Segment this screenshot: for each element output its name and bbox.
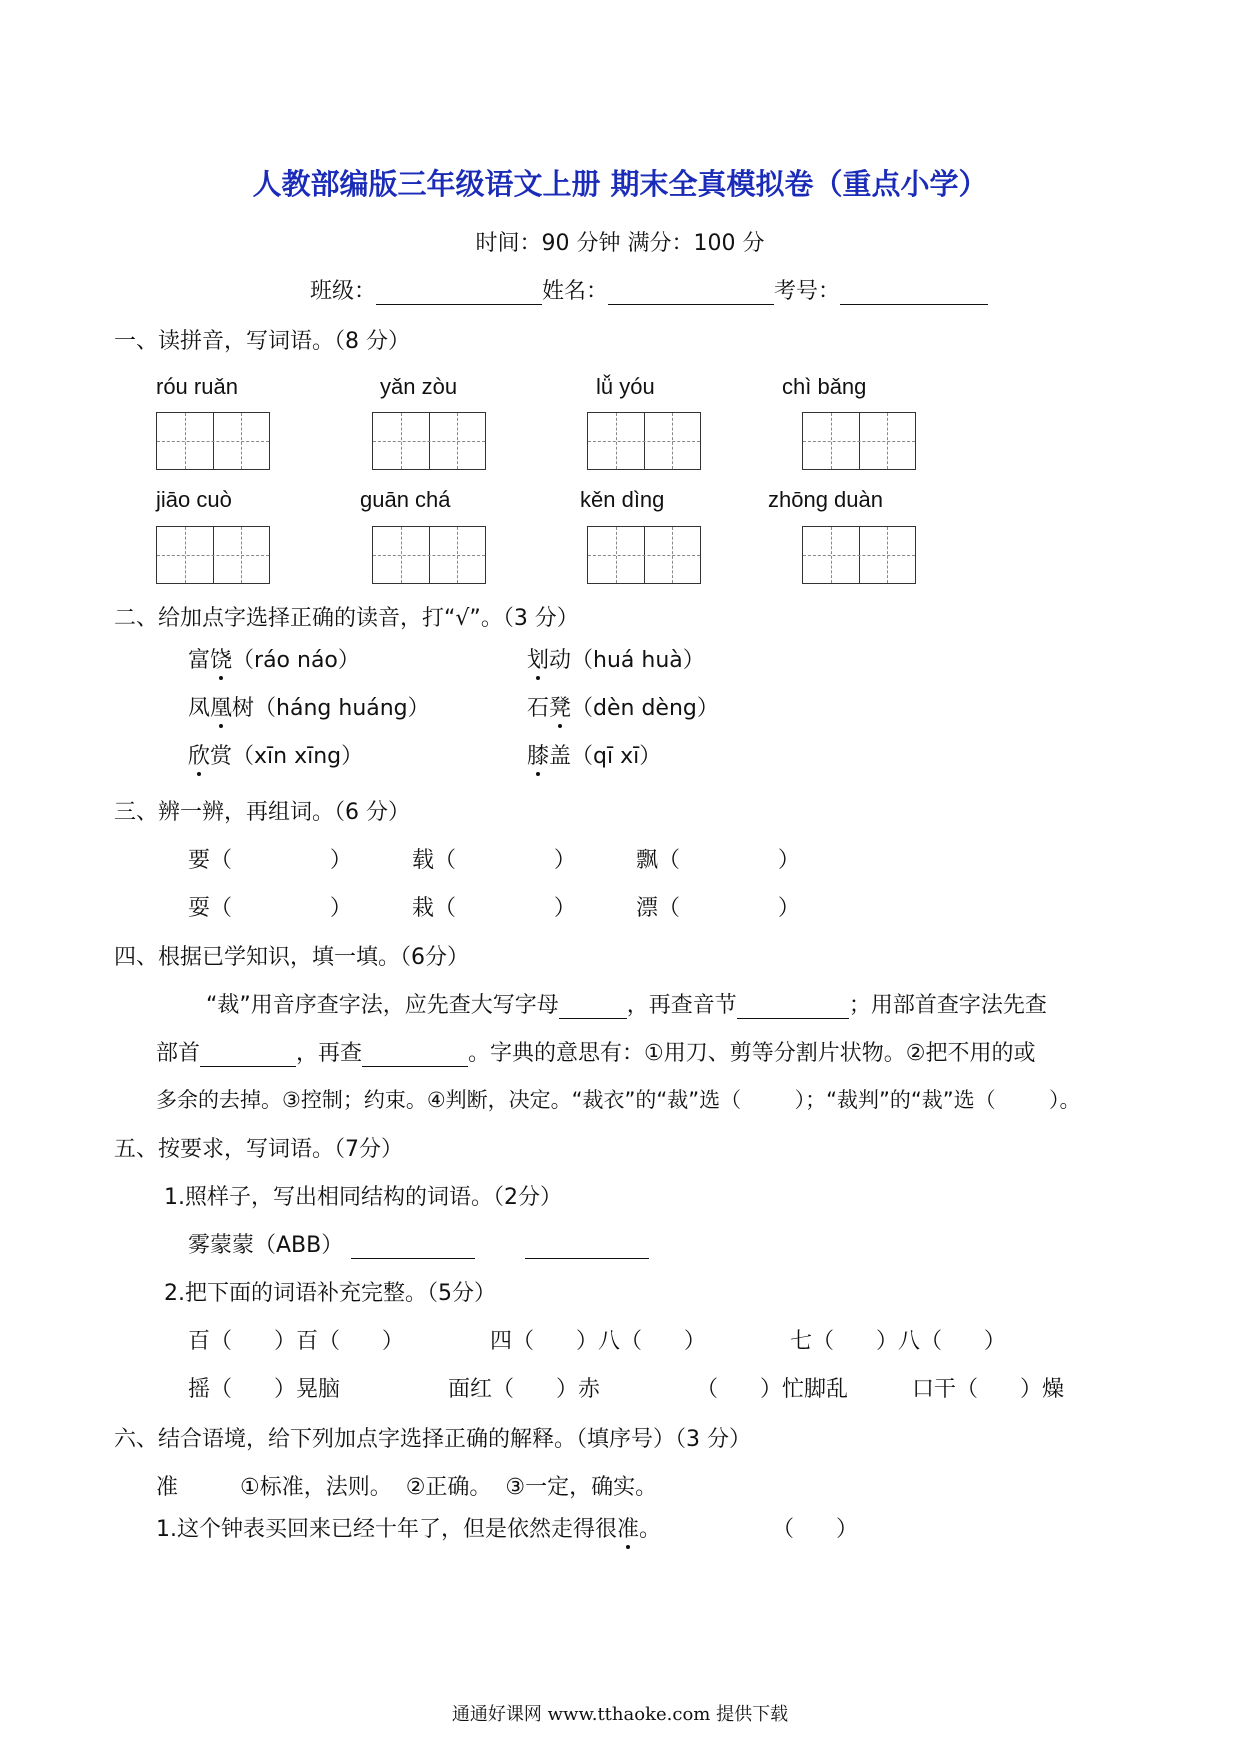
word-group-item[interactable]: 耍（ ） — [188, 896, 352, 921]
name-field[interactable] — [608, 282, 774, 305]
idiom-item[interactable]: 口干（ ）燥 — [912, 1377, 1064, 1402]
student-info — [310, 274, 988, 305]
word-group-item[interactable]: 栽（ ） — [412, 896, 576, 921]
pinyin: chì bǎng — [782, 374, 867, 399]
pinyin: zhōng duàn — [768, 487, 883, 512]
writing-grid[interactable] — [587, 526, 701, 584]
dictionary-line-2: 部首 ，再查 。字典的意思有：①用刀、剪等分割片状物。②把不用的或 — [156, 1041, 1036, 1066]
writing-grid[interactable] — [802, 526, 916, 584]
section-1-heading: 一、读拼音，写词语。（8 分） — [114, 329, 410, 354]
section-3-heading: 三、辨一辨，再组词。（6 分） — [114, 800, 410, 825]
page-footer: 通通好课网 www.tthaoke.com 提供下载 — [451, 1704, 789, 1725]
dictionary-line-3[interactable]: 多余的去掉。③控制；约束。④判断，决定。“裁衣”的“裁”选（ ）；“裁判”的“裁”选（ ）。 — [156, 1088, 1081, 1112]
section-6-heading: 六、结合语境，给下列加点字选择正确的解释。（填序号）（3 分） — [114, 1427, 751, 1452]
question-5-1: 1.照样子，写出相同结构的词语。（2分） — [164, 1185, 562, 1210]
time-info: 时间：90 分钟 满分：100 分 — [475, 231, 765, 256]
pinyin: yǎn zòu — [380, 374, 458, 399]
idiom-item[interactable]: 四（ ）八（ ） — [490, 1329, 706, 1354]
idiom-item[interactable]: 摇（ ）晃脑 — [188, 1377, 340, 1402]
idiom-item[interactable]: 七（ ）八（ ） — [790, 1329, 1006, 1354]
exam-no-label: 考号： — [774, 279, 841, 304]
word-group-item[interactable]: 漂（ ） — [636, 896, 800, 921]
reading-item[interactable]: 欣赏（xīn xīng） — [188, 739, 363, 770]
writing-grid[interactable] — [156, 526, 270, 584]
blank-field[interactable] — [362, 1044, 468, 1067]
question-5-2: 2.把下面的词语补充完整。（5分） — [164, 1281, 496, 1306]
pinyin: róu ruǎn — [156, 374, 238, 399]
reading-item[interactable]: 凤凰树（háng huáng） — [188, 691, 430, 722]
char-definitions: ①标准，法则。 ②正确。 ③一定，确实。 — [240, 1475, 658, 1500]
word-group-item[interactable]: 要（ ） — [188, 848, 352, 873]
section-4-heading: 四、根据已学知识，填一填。（6分） — [114, 945, 469, 970]
word-group-item[interactable]: 飘（ ） — [636, 848, 800, 873]
question-6-1: 1.这个钟表买回来已经十年了，但是依然走得很准。 — [156, 1512, 661, 1543]
name-label: 姓名： — [542, 279, 609, 304]
blank-field[interactable] — [525, 1236, 649, 1259]
pinyin: guān chá — [360, 487, 451, 512]
reading-item[interactable]: 富饶（ráo náo） — [188, 643, 360, 674]
page-title: 人教部编版三年级语文上册 期末全真模拟卷（重点小学） — [252, 167, 988, 201]
class-label: 班级： — [310, 279, 377, 304]
writing-grid[interactable] — [802, 412, 916, 470]
idiom-item[interactable]: 百（ ）百（ ） — [188, 1329, 404, 1354]
section-5-heading: 五、按要求，写词语。（7分） — [114, 1137, 403, 1162]
reading-item[interactable]: 石凳（dèn dèng） — [527, 691, 719, 722]
exam-no-field[interactable] — [840, 282, 988, 305]
pinyin: kěn dìng — [580, 487, 665, 512]
word-group-item[interactable]: 载（ ） — [412, 848, 576, 873]
section-2-heading: 二、给加点字选择正确的读音，打“√”。（3 分） — [114, 606, 579, 631]
class-field[interactable] — [376, 282, 542, 305]
answer-blank[interactable]: （ ） — [772, 1517, 858, 1542]
writing-grid[interactable] — [372, 412, 486, 470]
writing-grid[interactable] — [587, 412, 701, 470]
reading-item[interactable]: 膝盖（qī xī） — [527, 739, 661, 770]
blank-field[interactable] — [351, 1236, 475, 1259]
dictionary-line-1: “裁”用音序查字法，应先查大写字母 ，再查音节 ；用部首查字法先查 — [206, 993, 1047, 1018]
abb-example-line: 雾蒙蒙（ABB） — [188, 1228, 649, 1259]
pinyin: lǚ yóu — [596, 374, 655, 399]
pinyin: jiāo cuò — [156, 487, 232, 512]
blank-field[interactable] — [559, 996, 627, 1019]
blank-field[interactable] — [200, 1044, 296, 1067]
blank-field[interactable] — [737, 996, 849, 1019]
reading-item[interactable]: 划动（huá huà） — [527, 643, 705, 674]
writing-grid[interactable] — [372, 526, 486, 584]
target-char: 准 — [156, 1475, 179, 1500]
idiom-item[interactable]: （ ）忙脚乱 — [696, 1377, 848, 1402]
writing-grid[interactable] — [156, 412, 270, 470]
idiom-item[interactable]: 面红（ ）赤 — [448, 1377, 600, 1402]
